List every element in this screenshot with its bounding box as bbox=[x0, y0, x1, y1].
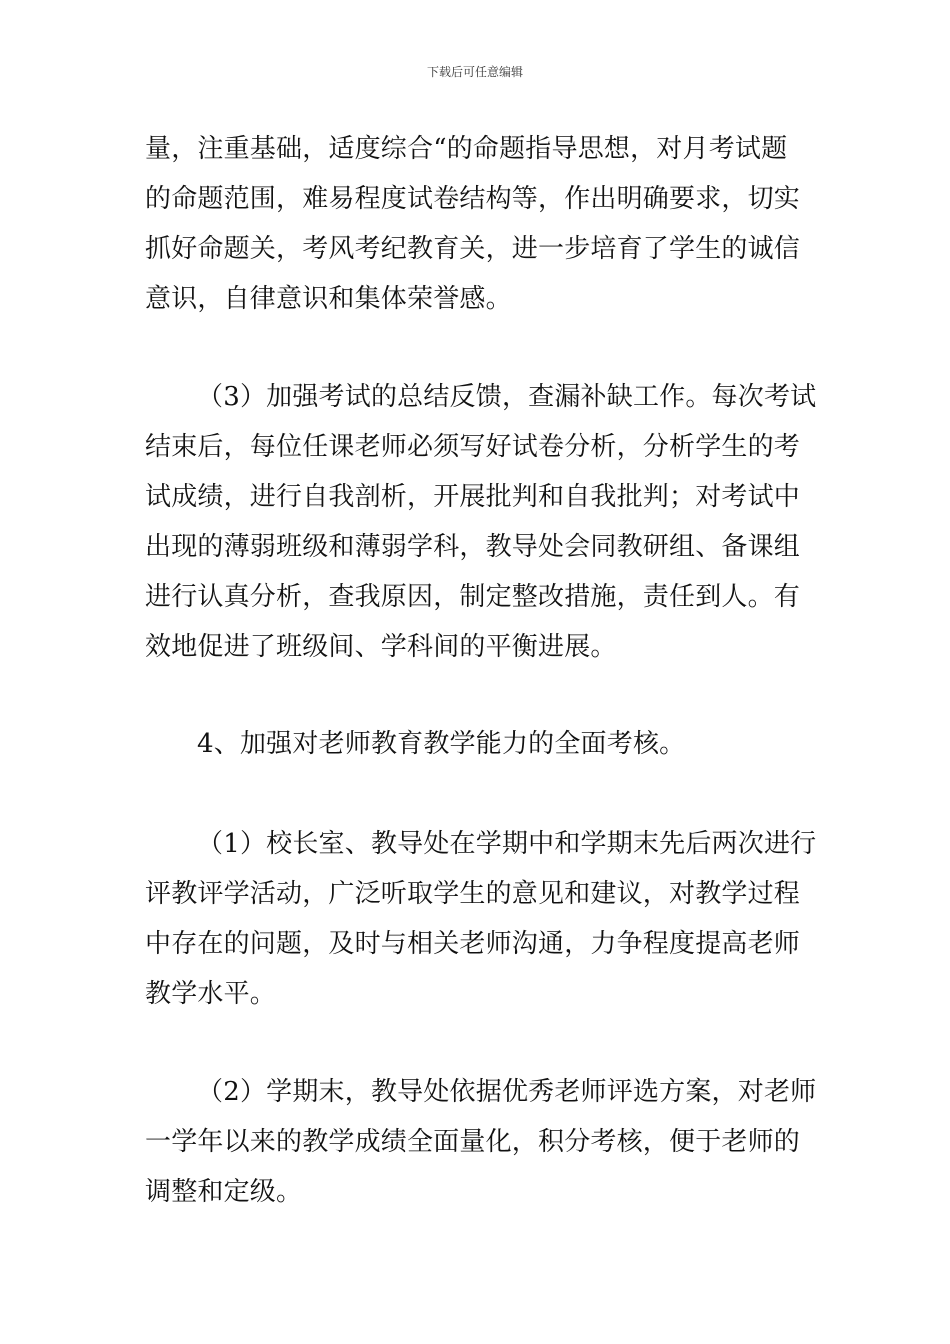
paragraph-line: 中存在的问题，及时与相关老师沟通，力争程度提高老师 bbox=[145, 929, 801, 959]
paragraph-line: 评教评学活动，广泛听取学生的意见和建议，对教学过程 bbox=[145, 879, 801, 909]
paragraph-line: 进行认真分析，查我原因，制定整改措施，责任到人。有 bbox=[145, 582, 801, 612]
paragraph-line: 量，注重基础，适度综合“的命题指导思想，对月考试题 bbox=[145, 134, 788, 164]
paragraph-first-line: （1）校长室、教导处在学期中和学期末先后两次进行 bbox=[197, 829, 817, 859]
paragraph-line: 效地促进了班级间、学科间的平衡进展。 bbox=[145, 632, 617, 662]
paragraph-line: 的命题范围，难易程度试卷结构等，作出明确要求，切实 bbox=[145, 184, 801, 214]
paragraph-first-line: （3）加强考试的总结反馈，查漏补缺工作。每次考试 bbox=[197, 382, 817, 412]
paragraph-line: 抓好命题关，考风考纪教育关，进一步培育了学生的诚信 bbox=[145, 234, 801, 264]
paragraph-line: 调整和定级。 bbox=[145, 1177, 303, 1207]
paragraph-line: 试成绩，进行自我剖析，开展批判和自我批判；对考试中 bbox=[145, 482, 801, 512]
paragraph-line: 一学年以来的教学成绩全面量化，积分考核，便于老师的 bbox=[145, 1127, 801, 1157]
paragraph-line: 教学水平。 bbox=[145, 979, 277, 1009]
page-header-note: 下载后可任意编辑 bbox=[426, 65, 523, 79]
paragraph-line: 出现的薄弱班级和薄弱学科，教导处会同教研组、备课组 bbox=[145, 532, 801, 562]
paragraph-line: 结束后，每位任课老师必须写好试卷分析，分析学生的考 bbox=[145, 432, 801, 462]
paragraph-first-line: （2）学期末，教导处依据优秀老师评选方案，对老师 bbox=[197, 1077, 817, 1107]
section-heading: 4、加强对老师教育教学能力的全面考核。 bbox=[197, 729, 686, 759]
paragraph-line: 意识，自律意识和集体荣誉感。 bbox=[145, 284, 512, 314]
